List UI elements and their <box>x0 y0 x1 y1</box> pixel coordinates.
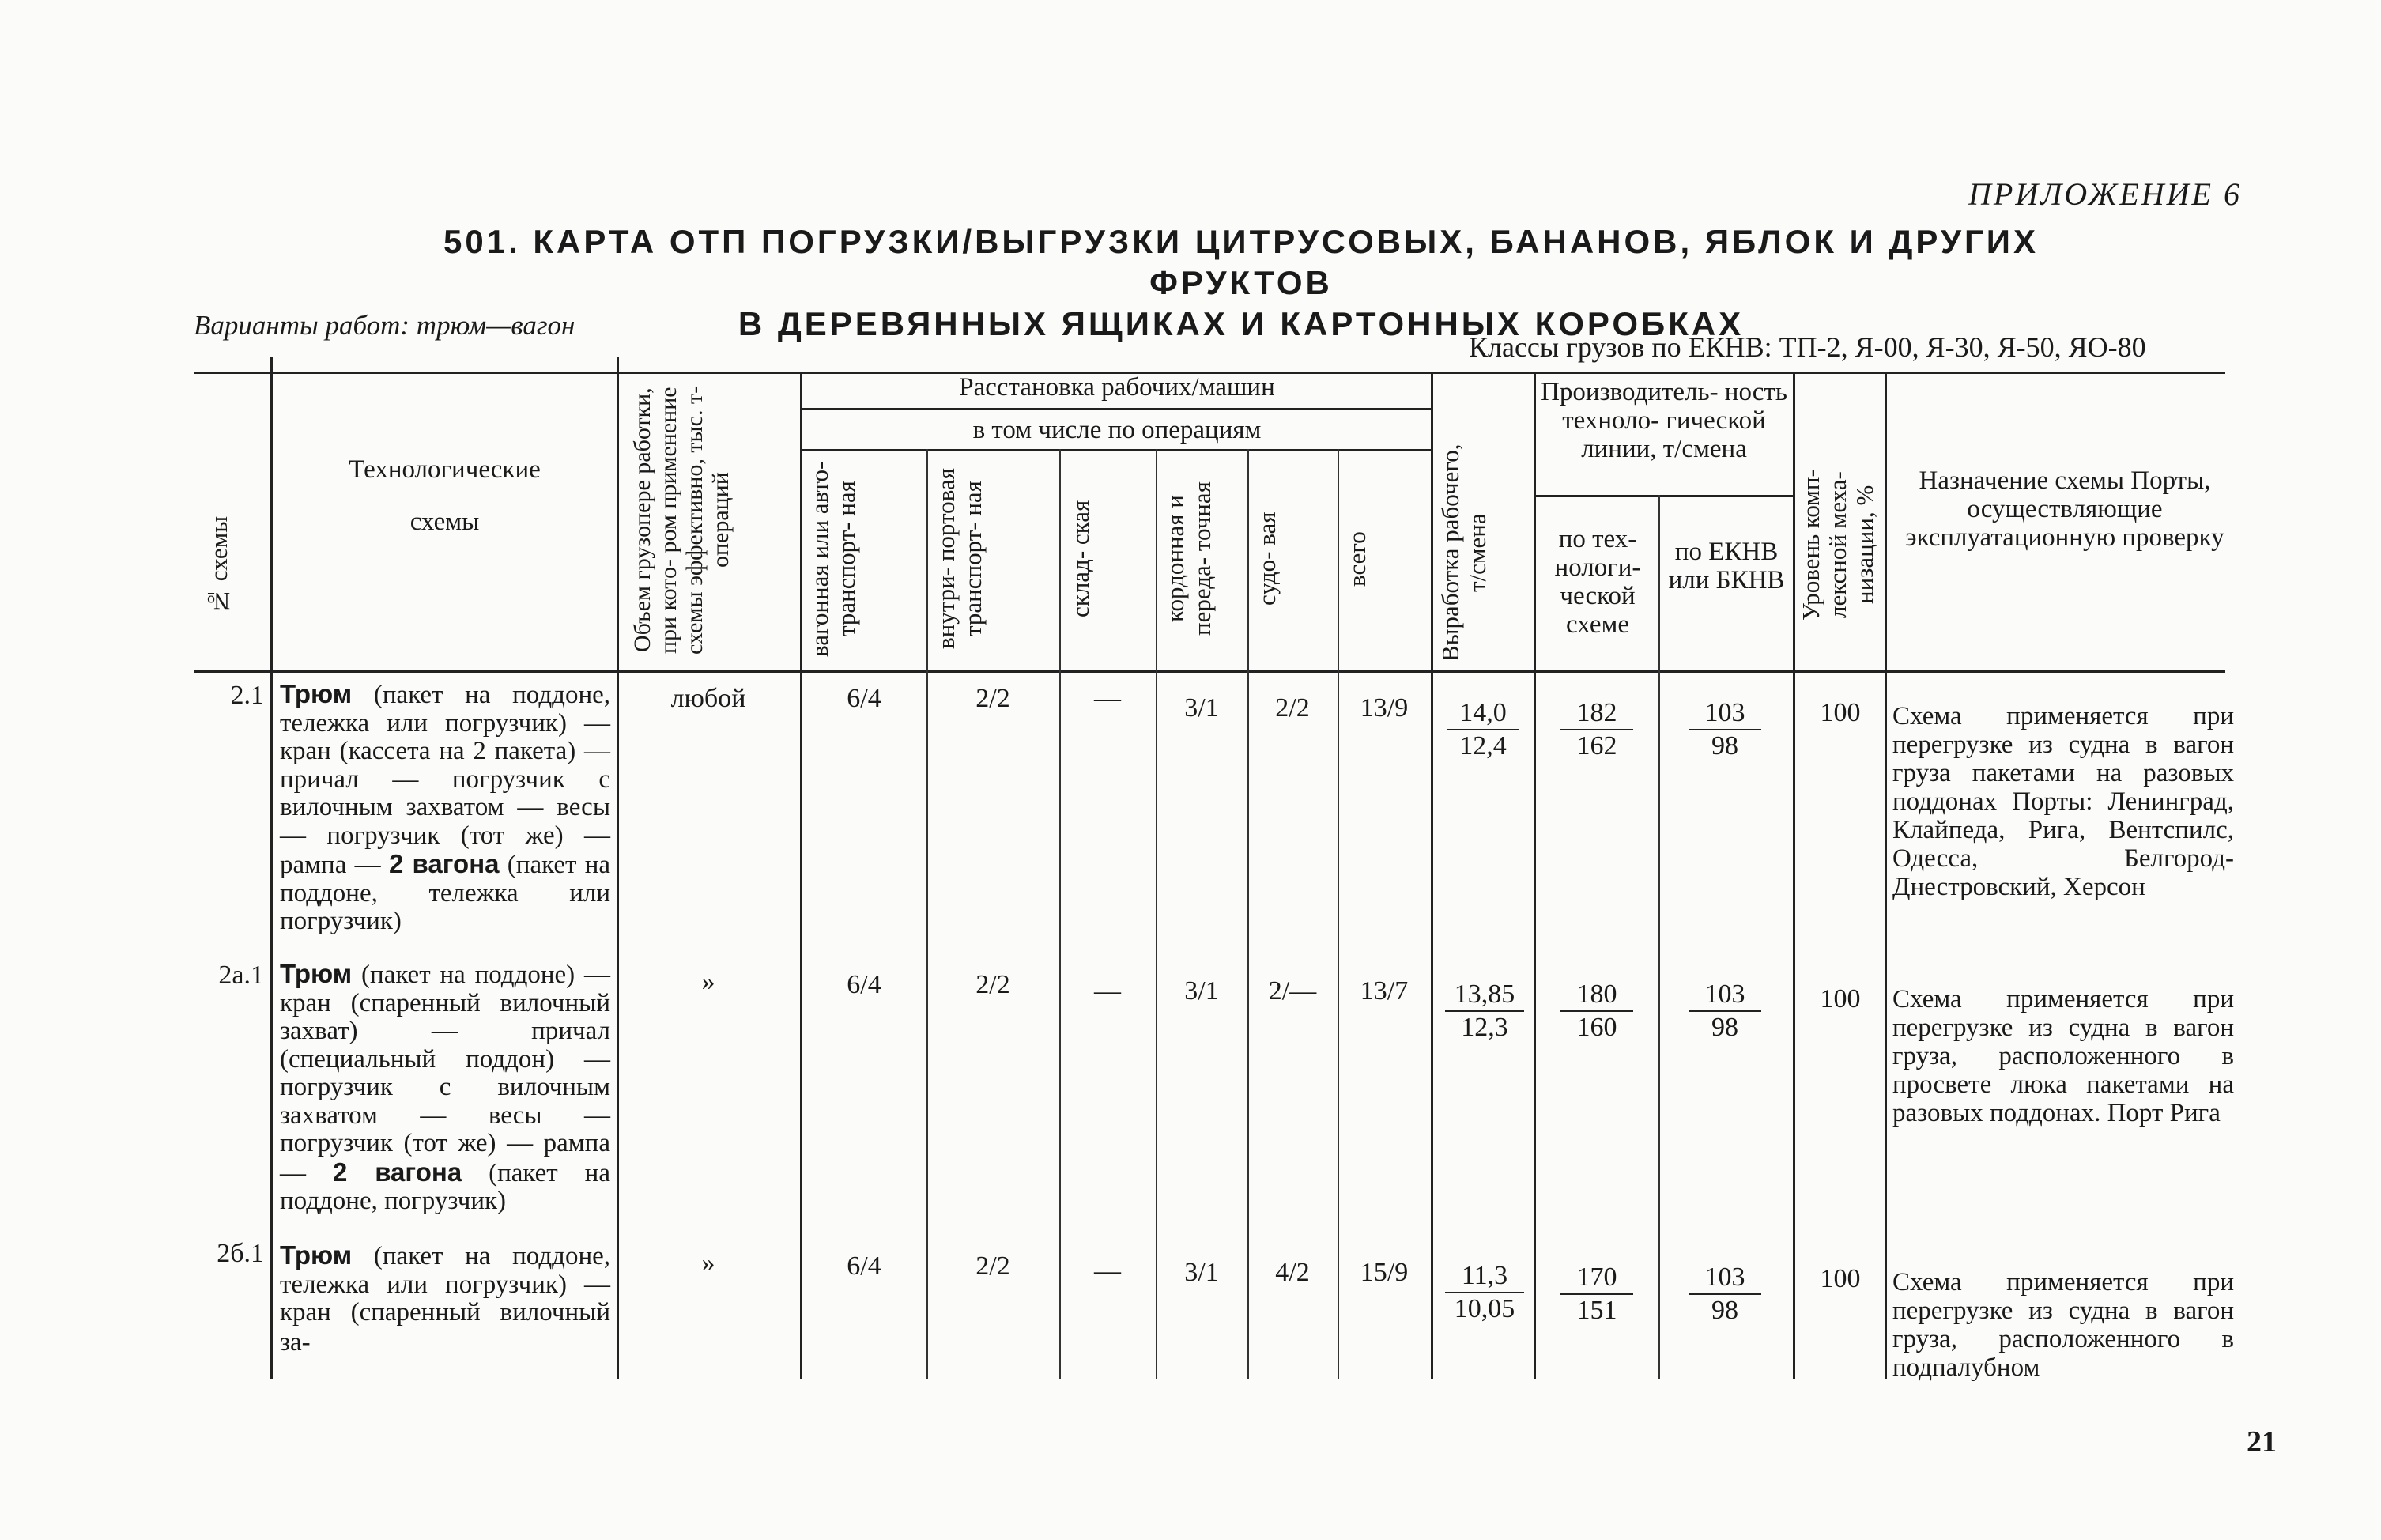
op-wagon-value: 6/4 <box>847 684 881 713</box>
output-numerator: 11,3 <box>1445 1260 1524 1293</box>
prod-eknv-fraction <box>1689 697 1761 762</box>
header-tech-schemes <box>277 455 613 536</box>
output-numerator: 14,0 <box>1447 697 1519 730</box>
scheme-description <box>280 680 610 936</box>
op-warehouse-value: — <box>1094 1256 1121 1285</box>
prod-eknv-fraction <box>1689 979 1761 1044</box>
output-numerator: 13,85 <box>1445 979 1524 1012</box>
purpose-text: Схема применяется при перегрузке из судна в вагон груза, расположенного в подпалубном <box>1892 1268 2234 1382</box>
title-line-2: В ДЕРЕВЯННЫХ ЯЩИКАХ И КАРТОННЫХ КОРОБКАХ <box>738 305 1745 342</box>
purpose-text: Схема применяется при перегрузке из судна в вагон груза пакетами на разовых поддонах Порты: Ленинград, Клайпеда, Рига, Вентспилс, Одесса, Белгород-Днестровский, Херсон <box>1892 702 2234 901</box>
title-line-1: 501. КАРТА ОТП ПОГРУЗКИ/ВЫГРУЗКИ ЦИТРУСОВЫХ, БАНАНОВ, ЯБЛОК И ДРУГИХ ФРУКТОВ <box>443 223 2039 301</box>
prod-tech-denominator: 151 <box>1576 1296 1617 1325</box>
scheme-description <box>280 960 610 1216</box>
op-total-value: 13/7 <box>1360 976 1409 1006</box>
prod-tech-fraction <box>1560 697 1633 762</box>
output-fraction <box>1445 979 1524 1044</box>
scheme-tail: (пакет на поддоне, погрузчик) <box>280 1158 610 1215</box>
output-denominator: 12,3 <box>1461 1013 1508 1042</box>
volume-value: любой <box>670 684 746 713</box>
header-op-wagon: вагонная или авто- транспорт- ная <box>806 461 860 657</box>
scheme-number: 2.1 <box>230 681 264 710</box>
scheme-end-bold: 2 вагона <box>388 849 500 878</box>
output-fraction <box>1447 697 1519 762</box>
op-total-value: 15/9 <box>1360 1258 1409 1287</box>
volume-value: » <box>701 1248 715 1278</box>
volume-value: » <box>701 967 715 996</box>
scheme-middle: (пакет на поддоне, тележка или погрузчик) — кран (кассета на 2 пакета) — причал — погрузчик с вилочным захватом — весы — погрузчик (тот же) — рампа — <box>280 681 610 879</box>
prod-eknv-denominator: 98 <box>1711 1013 1738 1042</box>
prod-eknv-numerator: 103 <box>1689 697 1761 730</box>
prod-tech-numerator: 170 <box>1560 1262 1633 1295</box>
op-cordon-value: 3/1 <box>1184 693 1219 723</box>
page-title <box>443 221 2040 345</box>
prod-tech-denominator: 162 <box>1576 731 1617 761</box>
mech-level-value: 100 <box>1820 698 1861 727</box>
op-cordon-value: 3/1 <box>1184 1258 1219 1287</box>
header-productivity: Производитель- ность техноло- гической линии, т/смена <box>1541 378 1787 463</box>
header-tech-schemes-line2: схемы <box>409 508 480 536</box>
header-volume: Объем грузопере работки, при кото- ром применение схемы эффективно, тыс. т-операций <box>629 385 734 655</box>
op-ship-value: 2/2 <box>1275 693 1310 723</box>
appendix-label: ПРИЛОЖЕНИЕ 6 <box>1968 176 2242 212</box>
prod-eknv-denominator: 98 <box>1711 731 1738 761</box>
header-scheme-no: № схемы <box>205 515 232 615</box>
scheme-description <box>280 1241 610 1357</box>
output-fraction <box>1445 1260 1524 1325</box>
prod-eknv-numerator: 103 <box>1689 979 1761 1012</box>
op-total-value: 13/9 <box>1360 693 1409 723</box>
header-op-inport: внутри- портовая транспорт- ная <box>932 468 987 650</box>
prod-tech-fraction <box>1560 1262 1633 1327</box>
header-purpose: Назначение схемы Порты, осуществляющие эксплуатационную проверку <box>1905 466 2224 552</box>
output-denominator: 10,05 <box>1454 1294 1515 1323</box>
scheme-middle: (пакет на поддоне, тележка или погрузчик) — кран (спаренный вилочный за- <box>280 1242 610 1357</box>
prod-tech-numerator: 182 <box>1560 697 1633 730</box>
op-cordon-value: 3/1 <box>1184 976 1219 1006</box>
prod-tech-numerator: 180 <box>1560 979 1633 1012</box>
header-output: Выработка рабочего, т/смена <box>1436 444 1491 662</box>
op-warehouse-value: — <box>1094 684 1121 713</box>
header-op-warehouse: склад- ская <box>1066 500 1094 618</box>
op-ship-value: 4/2 <box>1275 1258 1310 1287</box>
mech-level-value: 100 <box>1820 1264 1861 1293</box>
header-prod-eknv: по ЕКНВ или БКНВ <box>1668 538 1785 594</box>
output-denominator: 12,4 <box>1459 731 1507 761</box>
page-number: 21 <box>2247 1425 2277 1459</box>
scheme-number: 2а.1 <box>218 961 264 990</box>
header-by-operations: в том числе по операциям <box>972 416 1262 444</box>
header-placement: Расстановка рабочих/машин <box>959 373 1275 402</box>
op-warehouse-value: — <box>1094 976 1121 1006</box>
prod-tech-fraction <box>1560 979 1633 1044</box>
header-op-ship: судо- вая <box>1253 511 1281 606</box>
op-wagon-value: 6/4 <box>847 1251 881 1281</box>
mech-level-value: 100 <box>1820 984 1861 1013</box>
header-tech-schemes-line1: Технологические <box>349 455 541 484</box>
purpose-text: Схема применяется при перегрузке из судна в вагон груза, расположенного в просвете люка пакетами на разовых поддонах. Порт Рига <box>1892 985 2234 1127</box>
op-wagon-value: 6/4 <box>847 970 881 999</box>
header-prod-tech: по тех- нологи- ческой схеме <box>1554 525 1641 639</box>
scheme-tail: (пакет на поддоне, тележка или погрузчик) <box>280 851 610 935</box>
op-inport-value: 2/2 <box>975 1251 1010 1281</box>
op-inport-value: 2/2 <box>975 970 1010 999</box>
prod-eknv-numerator: 103 <box>1689 1262 1761 1295</box>
cargo-classes: Классы грузов по ЕКНВ: ТП-2, Я-00, Я-30, Я-50, ЯО-80 <box>1469 331 2146 363</box>
scheme-middle: (пакет на поддоне) — кран (спаренный вилочный захват) — причал (специальный поддон) — погрузчик с вилочным захватом — весы — погрузчик (тот же) — рампа — <box>280 961 610 1187</box>
header-op-total: всего <box>1343 531 1371 587</box>
header-mech-level: Уровень комп- лексной меха- низации, % <box>1797 469 1878 621</box>
scheme-start-bold: Трюм <box>280 959 353 988</box>
prod-eknv-fraction <box>1689 1262 1761 1327</box>
op-inport-value: 2/2 <box>975 684 1010 713</box>
scheme-start-bold: Трюм <box>280 1240 353 1270</box>
work-variants: Варианты работ: трюм—вагон <box>194 310 575 341</box>
prod-tech-denominator: 160 <box>1576 1013 1617 1042</box>
op-ship-value: 2/— <box>1268 976 1317 1006</box>
scheme-number: 2б.1 <box>217 1239 264 1268</box>
scheme-start-bold: Трюм <box>280 679 353 708</box>
prod-eknv-denominator: 98 <box>1711 1296 1738 1325</box>
scheme-end-bold: 2 вагона <box>332 1157 462 1187</box>
header-op-cordon: кордонная и переда- точная <box>1161 481 1216 636</box>
